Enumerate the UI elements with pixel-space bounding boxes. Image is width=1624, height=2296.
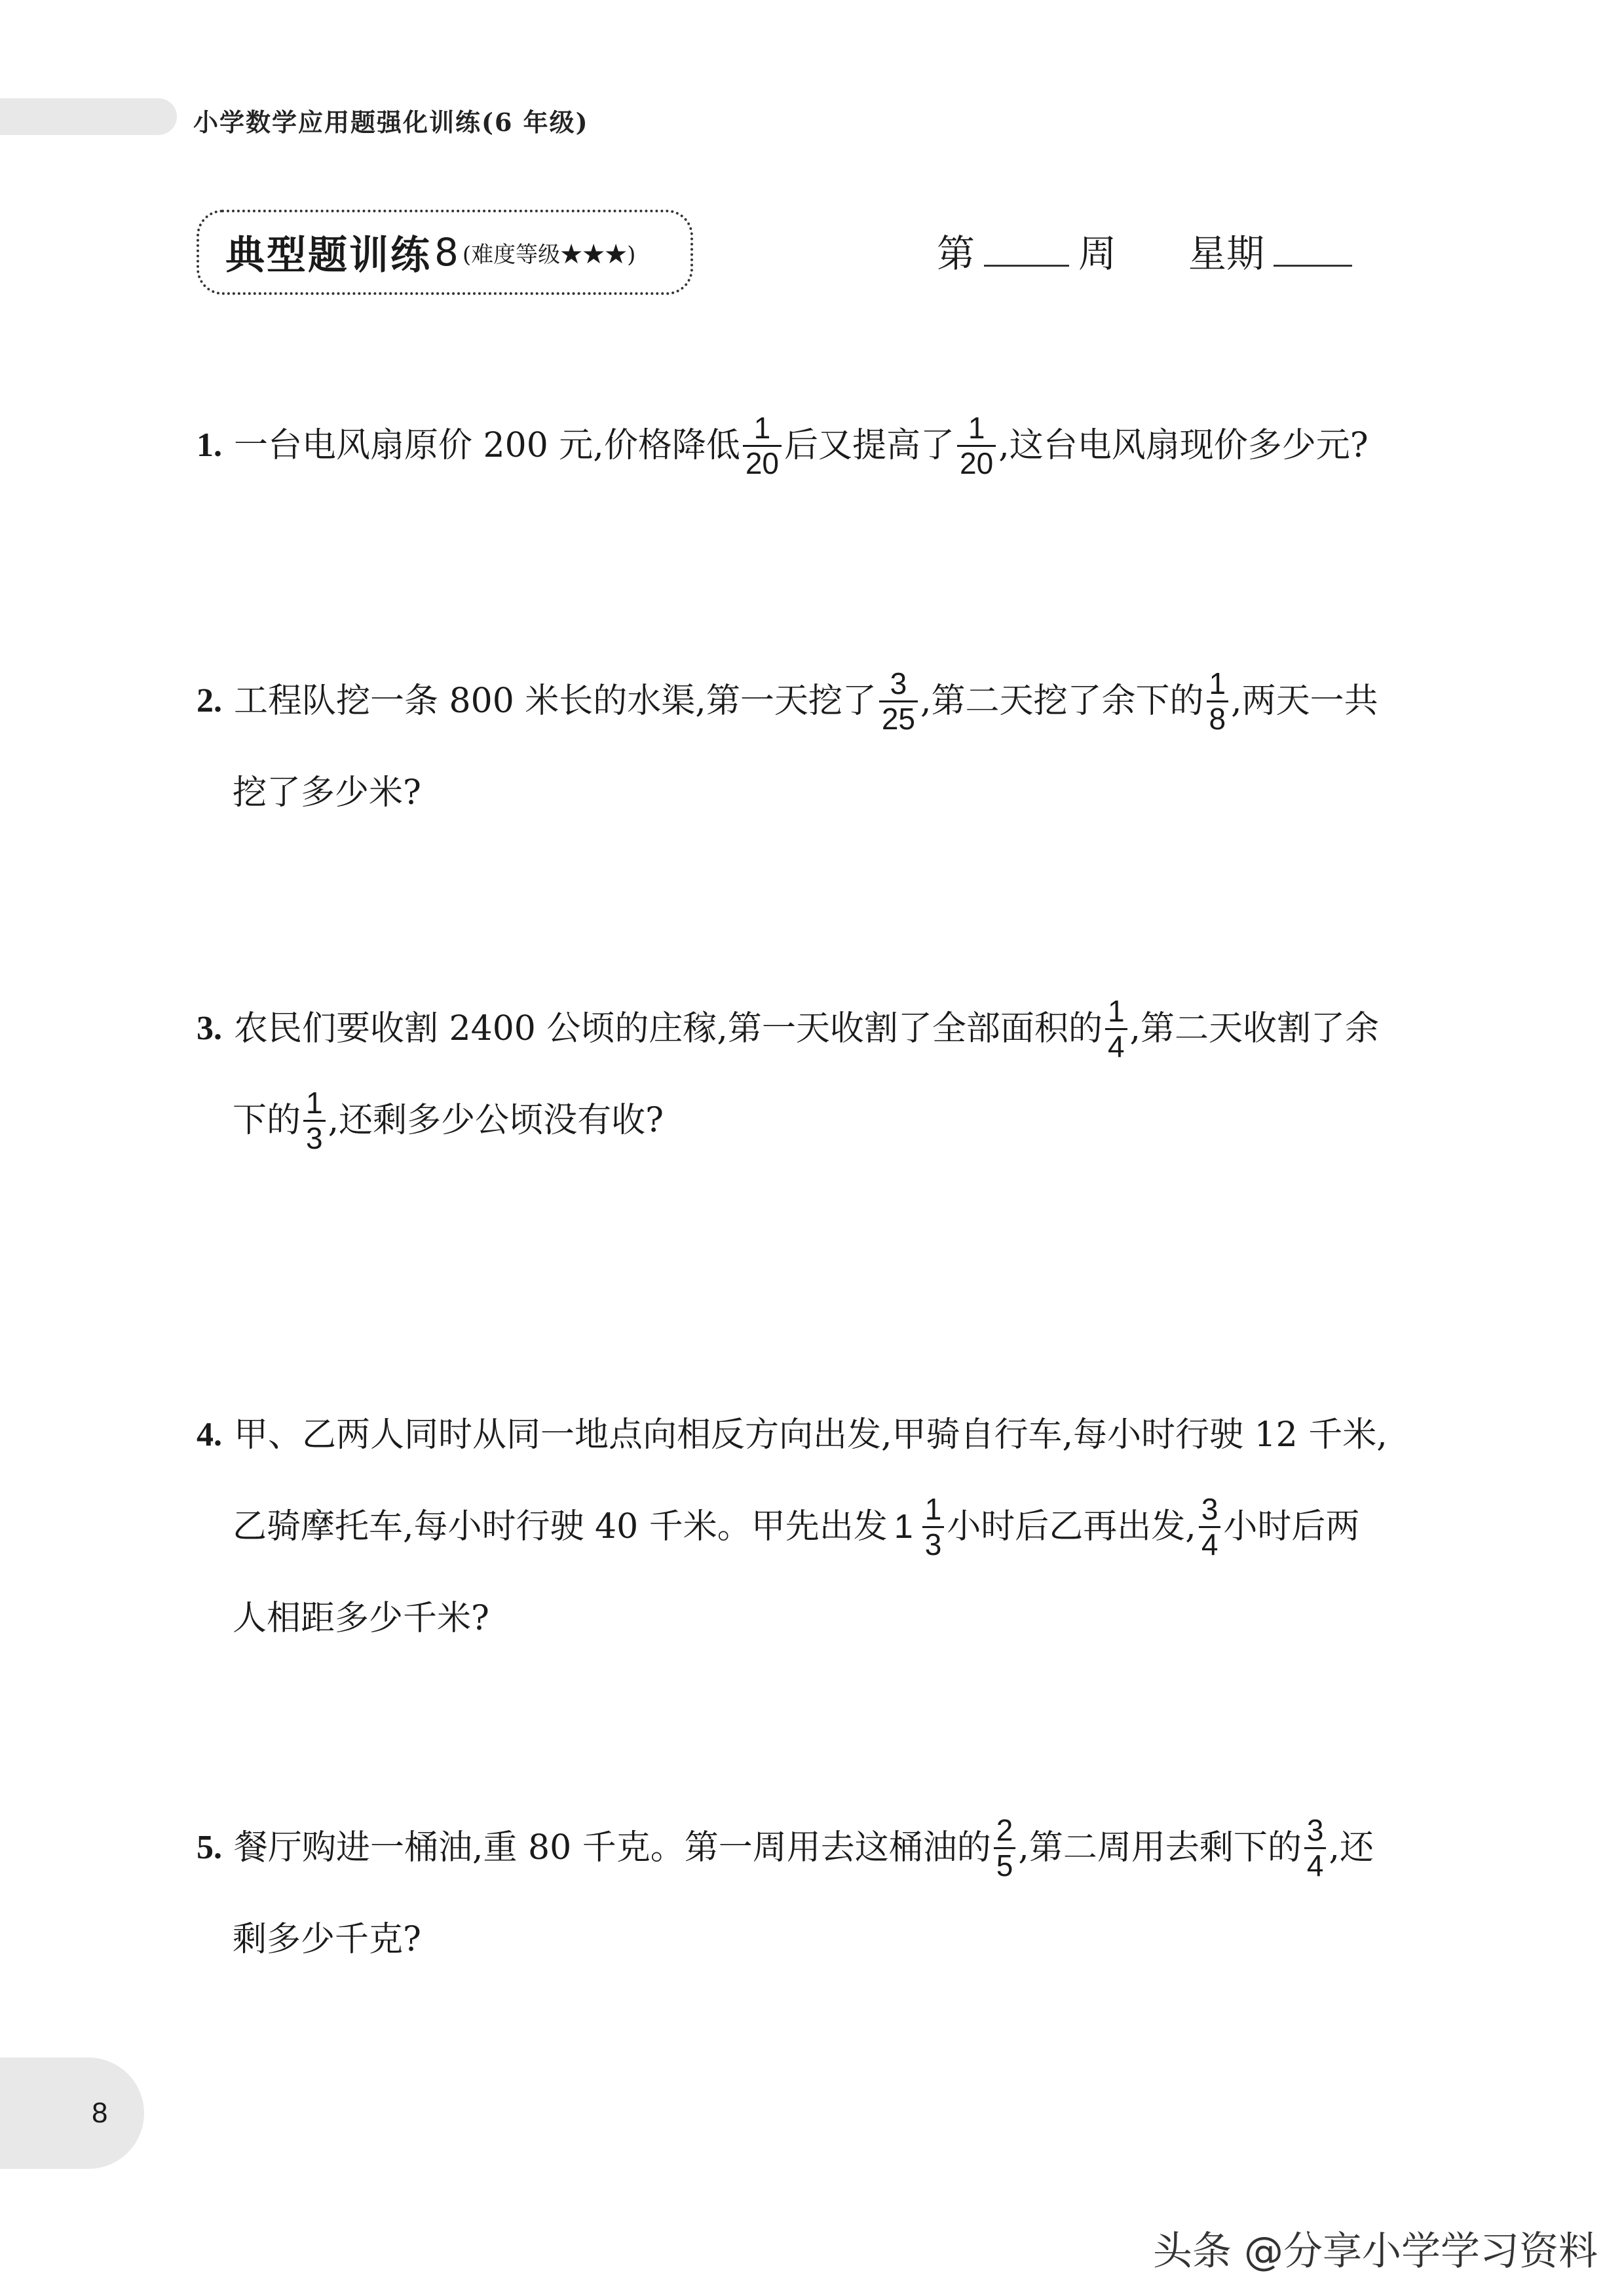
question-text: 甲、乙两人同时从同一地点向相反方向出发,甲骑自行车,每小时行驶 12 千米, (234, 1415, 1388, 1455)
difficulty-level: (难度等级★★★) (462, 241, 636, 268)
question-number: 3. (197, 1010, 222, 1047)
page-number-tab (0, 2057, 144, 2169)
fraction: $\frac{1}{4}$ (1105, 995, 1127, 1063)
fraction: $\frac{1}{20}$ (957, 411, 996, 480)
question-1 (197, 400, 1441, 491)
question-text: ,第二天挖了余下的 (920, 681, 1204, 721)
fraction: $\frac{3}{4}$ (1199, 1493, 1221, 1561)
header-tab-decoration (0, 98, 177, 135)
week-suffix: 周 (1078, 231, 1117, 276)
question-number: 4. (197, 1416, 222, 1453)
question-text: 工程队挖一条 800 米长的水渠,第一天挖了 (234, 681, 877, 721)
exercise-title: 典型题训练 (225, 233, 432, 278)
fraction: $\frac{1}{3}$ (303, 1086, 326, 1155)
question-text: 小时后乙再出发, (947, 1507, 1196, 1546)
fraction: $\frac{1}{20}$ (743, 411, 782, 480)
question-text: ,还 (1329, 1828, 1374, 1867)
mixed-number: 1 $\frac{1}{3}$ (888, 1493, 947, 1561)
schedule-fields (937, 223, 1361, 278)
question-text: 挖了多少米? (233, 773, 421, 813)
question-number: 5. (197, 1829, 222, 1866)
watermark: 头条 @分享小学学习资料 (1152, 2229, 1598, 2274)
fraction: $\frac{1}{8}$ (1207, 667, 1229, 735)
fraction: $\frac{3}{25}$ (879, 667, 918, 735)
question-text: 乙骑摩托车,每小时行驶 40 千米。甲先出发 (233, 1507, 888, 1546)
question-text: 下的 (233, 1101, 301, 1140)
fraction: $\frac{3}{4}$ (1304, 1814, 1327, 1882)
question-2 (197, 655, 1441, 839)
exercise-number: 8 (434, 230, 459, 275)
question-text: ,两天一共 (1231, 681, 1378, 721)
question-number: 1. (197, 427, 222, 464)
question-text: 剩多少千克? (233, 1920, 421, 1959)
question-text: 一台电风扇原价 200 元,价格降低 (234, 426, 740, 465)
question-text: 农民们要收割 2400 公顷的庄稼,第一天收割了全部面积的 (234, 1009, 1103, 1048)
week-blank[interactable] (984, 227, 1069, 267)
question-text: 人相距多少千米? (233, 1599, 489, 1638)
question-text: ,第二天收割了余 (1129, 1009, 1380, 1048)
question-text: 后又提高了 (784, 426, 955, 465)
question-text: ,还剩多少公顷没有收? (328, 1101, 664, 1140)
question-text: ,这台电风扇现价多少元? (998, 426, 1369, 465)
question-number: 2. (197, 682, 222, 719)
question-5 (197, 1802, 1441, 1985)
question-3 (197, 983, 1441, 1166)
question-4 (197, 1389, 1441, 1664)
fraction: $\frac{2}{5}$ (994, 1814, 1016, 1882)
week-prefix: 第 (937, 231, 975, 276)
weekday-blank[interactable] (1274, 227, 1352, 267)
exercise-title-box (197, 210, 693, 295)
page-number: 8 (92, 2097, 108, 2129)
weekday-label: 星期 (1188, 231, 1265, 276)
question-text: 小时后两 (1223, 1507, 1360, 1546)
question-text: ,第二周用去剩下的 (1018, 1828, 1302, 1867)
book-title: 小学数学应用题强化训练(6 年级) (193, 107, 589, 137)
question-text: 餐厅购进一桶油,重 80 千克。第一周用去这桶油的 (234, 1828, 991, 1867)
